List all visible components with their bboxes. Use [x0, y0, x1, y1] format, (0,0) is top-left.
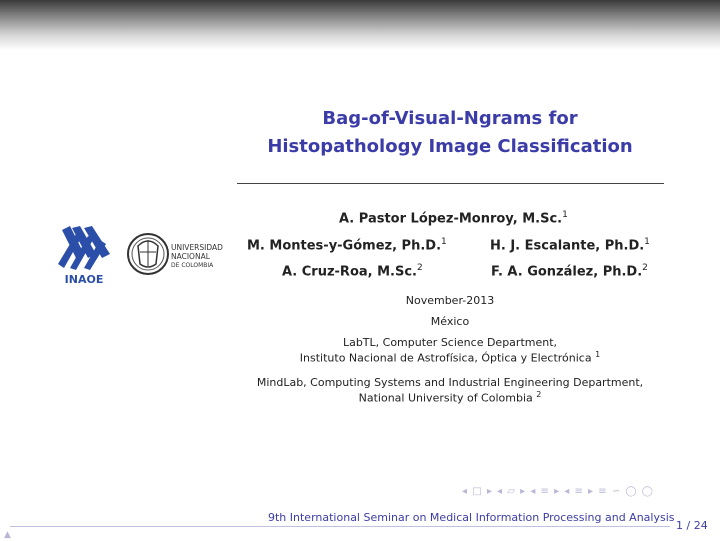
author-5-sup: 2 [642, 263, 648, 273]
affiliation-2-line-2 [250, 390, 650, 405]
inaoe-logo-text: INAOE [64, 273, 104, 286]
author-3-sup: 1 [644, 237, 650, 247]
page-number: 1 / 24 [676, 519, 708, 532]
author-1 [339, 210, 568, 226]
affiliation-2-sup: 2 [536, 390, 542, 399]
author-5 [491, 263, 648, 279]
author-3-name: H. J. Escalante, Ph.D. [490, 238, 645, 254]
author-5-name: F. A. González, Ph.D. [491, 264, 643, 280]
nav-prev-frame-icon[interactable]: ◂ □ ▸ [462, 486, 493, 497]
author-1-name: A. Pastor López-Monroy, M.Sc. [339, 211, 563, 227]
affiliation-2-line-1: MindLab, Computing Systems and Industrial Engineering Department, [256, 376, 644, 389]
author-2-name: M. Montes-y-Gómez, Ph.D. [247, 238, 442, 254]
inaoe-logo [54, 224, 114, 286]
author-2 [247, 237, 447, 253]
footer-conference: 9th International Seminar on Medical Information Processing and Analysis [268, 511, 675, 524]
affiliation-1-sup: 1 [595, 350, 601, 359]
title-line-2: Histopathology Image Classification [267, 136, 633, 157]
unal-logo-text-2: NACIONAL [171, 252, 210, 261]
title-divider [237, 183, 664, 184]
nav-align-icon[interactable]: ≡ [598, 486, 608, 497]
inaoe-logo-graphic [54, 224, 114, 286]
author-4-name: A. Cruz-Roa, M.Sc. [282, 264, 417, 280]
author-2-sup: 1 [441, 237, 447, 247]
author-4-sup: 2 [417, 263, 423, 273]
beamer-navigation [462, 486, 654, 497]
author-4 [282, 263, 423, 279]
location: México [430, 315, 470, 328]
affiliation-1-line-2 [250, 350, 650, 365]
affiliation-1-name: Instituto Nacional de Astrofísica, Óptica y Electrónica [299, 351, 592, 365]
footer-divider [10, 526, 670, 527]
title-line-1: Bag-of-Visual-Ngrams for [322, 108, 578, 129]
author-1-sup: 1 [562, 210, 568, 220]
date: November-2013 [405, 294, 495, 307]
affiliation-2-name: National University of Colombia [358, 391, 533, 405]
nav-search-icon[interactable]: ∽ ◯ ◯ [611, 486, 654, 497]
unal-logo [126, 224, 226, 286]
nav-section-icon[interactable]: ◂ ≡ ▸ ◂ ≡ ▸ [530, 486, 595, 497]
affiliation-1-line-1: LabTL, Computer Science Department, [342, 336, 558, 349]
header-gradient-bar [0, 0, 720, 50]
unal-logo-text-1: UNIVERSIDAD [171, 243, 223, 252]
corner-triangle-icon: ▲ [4, 530, 11, 540]
unal-seal-icon [126, 224, 226, 286]
unal-logo-text-3: DE COLOMBIA [171, 262, 214, 269]
author-3 [490, 237, 650, 253]
nav-next-frame-icon[interactable]: ◂ ▱ ▸ [497, 486, 527, 497]
